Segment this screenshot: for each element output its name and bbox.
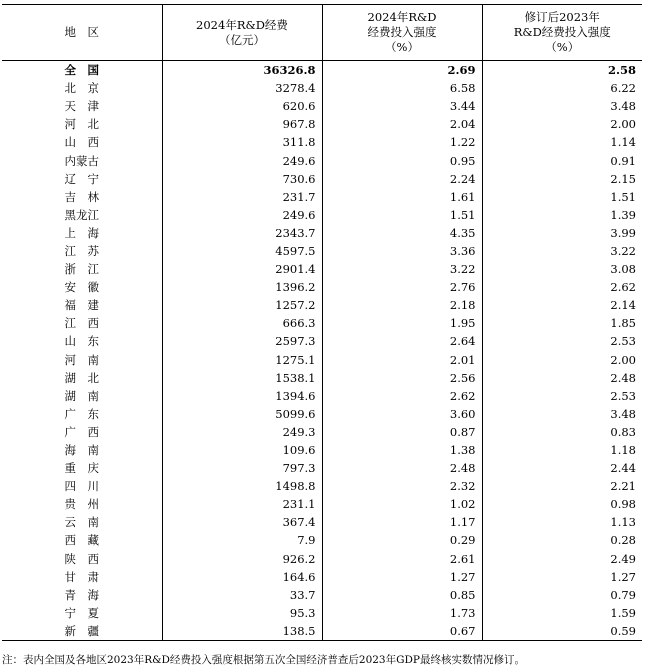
header-region: 地 区 [2,5,162,61]
cell-rd-expenditure: 1498.8 [162,477,322,495]
cell-intensity-2024: 2.76 [322,278,482,296]
cell-intensity-2024: 1.73 [322,604,482,622]
cell-intensity-2023: 1.14 [482,133,642,151]
table-row [2,369,642,387]
cell-intensity-2023: 2.21 [482,477,642,495]
table-row [2,206,642,224]
cell-region: 青 海 [64,587,99,602]
cell-intensity-2023: 0.79 [482,586,642,604]
table-row [2,477,642,495]
cell-region: 江 西 [64,316,99,331]
cell-rd-expenditure: 109.6 [162,441,322,459]
table-row [2,133,642,151]
cell-intensity-2024: 4.35 [322,224,482,242]
cell-region: 湖 南 [64,388,99,403]
header-intensity-2023-line3: （%） [545,40,580,54]
cell-intensity-2023: 2.00 [482,351,642,369]
cell-region: 贵 州 [64,497,99,512]
cell-intensity-2024: 1.27 [322,568,482,586]
table-row [2,495,642,513]
header-rd-expenditure-line1: 2024年R&D经费 [196,17,288,32]
header-intensity-2024 [322,5,482,61]
cell-intensity-2023: 2.15 [482,170,642,188]
table-row [2,260,642,278]
table-row [2,314,642,332]
cell-intensity-2023: 3.48 [482,405,642,423]
cell-intensity-2024: 0.87 [322,423,482,441]
cell-rd-expenditure: 367.4 [162,513,322,531]
table-row [2,441,642,459]
footnote: 注：表内全国及各地区2023年R&D经费投入强度根据第五次全国经济普查后2023年GDP最终核实数情况修订。 [2,654,525,666]
cell-rd-expenditure: 138.5 [162,622,322,641]
cell-intensity-2024: 2.01 [322,351,482,369]
cell-region: 全 国 [64,63,99,78]
cell-intensity-2023: 1.39 [482,206,642,224]
header-intensity-2024-line1: 2024年R&D [367,10,437,24]
cell-intensity-2023: 0.83 [482,423,642,441]
cell-intensity-2024: 2.18 [322,296,482,314]
table-row [2,170,642,188]
cell-intensity-2023: 2.44 [482,459,642,477]
cell-intensity-2023: 2.00 [482,115,642,133]
cell-intensity-2024: 1.38 [322,441,482,459]
table-row [2,423,642,441]
cell-region: 四 川 [64,479,99,494]
table-row [2,151,642,169]
cell-intensity-2023: 3.48 [482,97,642,115]
cell-rd-expenditure: 231.1 [162,495,322,513]
cell-intensity-2023: 0.59 [482,622,642,641]
cell-intensity-2024: 1.95 [322,314,482,332]
cell-region: 西 藏 [64,533,99,548]
table-row [2,622,642,641]
cell-rd-expenditure: 249.3 [162,423,322,441]
cell-intensity-2024: 2.48 [322,459,482,477]
cell-intensity-2023: 2.49 [482,550,642,568]
cell-region: 陕 西 [64,551,99,566]
cell-intensity-2024: 2.62 [322,387,482,405]
cell-region: 广 东 [64,406,99,421]
table-row [2,550,642,568]
table-row [2,387,642,405]
cell-intensity-2024: 1.22 [322,133,482,151]
cell-region: 辽 宁 [64,171,99,186]
cell-intensity-2024: 2.32 [322,477,482,495]
cell-region: 浙 江 [64,262,99,277]
cell-intensity-2023: 2.53 [482,332,642,350]
cell-intensity-2024: 3.44 [322,97,482,115]
cell-intensity-2024: 1.02 [322,495,482,513]
cell-region: 天 津 [64,99,99,114]
cell-region: 海 南 [64,443,99,458]
cell-intensity-2024: 0.29 [322,531,482,549]
cell-rd-expenditure: 5099.6 [162,405,322,423]
cell-intensity-2023: 3.99 [482,224,642,242]
cell-rd-expenditure: 1394.6 [162,387,322,405]
table-row [2,278,642,296]
cell-intensity-2023: 3.22 [482,242,642,260]
cell-rd-expenditure: 95.3 [162,604,322,622]
table-row [2,224,642,242]
cell-rd-expenditure: 967.8 [162,115,322,133]
cell-intensity-2023: 1.59 [482,604,642,622]
cell-rd-expenditure: 620.6 [162,97,322,115]
cell-intensity-2024: 0.95 [322,151,482,169]
rd-expenditure-table [2,4,642,641]
table-body [2,61,642,641]
cell-region: 北 京 [64,81,99,96]
cell-rd-expenditure: 797.3 [162,459,322,477]
table-row [2,459,642,477]
cell-intensity-2024: 2.04 [322,115,482,133]
table-row [2,604,642,622]
cell-intensity-2024: 6.58 [322,79,482,97]
cell-rd-expenditure: 3278.4 [162,79,322,97]
cell-region: 福 建 [64,298,99,313]
cell-rd-expenditure: 1275.1 [162,351,322,369]
cell-intensity-2023: 0.91 [482,151,642,169]
cell-region: 甘 肃 [64,569,99,584]
cell-rd-expenditure: 2901.4 [162,260,322,278]
cell-rd-expenditure: 666.3 [162,314,322,332]
cell-intensity-2024: 0.85 [322,586,482,604]
table-header-row [2,5,642,61]
cell-rd-expenditure: 249.6 [162,151,322,169]
cell-intensity-2024: 2.56 [322,369,482,387]
cell-rd-expenditure: 249.6 [162,206,322,224]
cell-intensity-2024: 2.64 [322,332,482,350]
cell-intensity-2023: 2.53 [482,387,642,405]
cell-intensity-2023: 2.62 [482,278,642,296]
cell-intensity-2024: 3.36 [322,242,482,260]
cell-rd-expenditure: 1538.1 [162,369,322,387]
cell-intensity-2023: 1.51 [482,188,642,206]
cell-intensity-2024: 2.61 [322,550,482,568]
cell-intensity-2023: 1.18 [482,441,642,459]
cell-rd-expenditure: 2597.3 [162,332,322,350]
table-row [2,513,642,531]
cell-intensity-2024: 2.24 [322,170,482,188]
cell-intensity-2024: 3.60 [322,405,482,423]
cell-rd-expenditure: 1257.2 [162,296,322,314]
cell-rd-expenditure: 36326.8 [162,61,322,80]
table-row [2,115,642,133]
cell-intensity-2023: 2.14 [482,296,642,314]
cell-intensity-2023: 6.22 [482,79,642,97]
header-intensity-2023-line2: R&D经费投入强度 [513,25,611,39]
cell-intensity-2024: 0.67 [322,622,482,641]
cell-intensity-2023: 3.08 [482,260,642,278]
header-intensity-2024-line2: 经费投入强度 [367,25,437,39]
table-row-national-total [2,61,642,80]
table-row [2,79,642,97]
table-row [2,188,642,206]
cell-region: 山 西 [64,135,99,150]
cell-region: 吉 林 [64,189,99,204]
cell-intensity-2023: 1.27 [482,568,642,586]
cell-rd-expenditure: 33.7 [162,586,322,604]
table-row [2,242,642,260]
table-row [2,405,642,423]
cell-intensity-2024: 1.51 [322,206,482,224]
table-row [2,531,642,549]
cell-rd-expenditure: 1396.2 [162,278,322,296]
cell-region: 山 东 [64,334,99,349]
table-row [2,97,642,115]
cell-rd-expenditure: 2343.7 [162,224,322,242]
cell-intensity-2024: 3.22 [322,260,482,278]
cell-intensity-2024: 2.69 [322,61,482,80]
cell-region: 黑龙江 [64,207,99,222]
cell-rd-expenditure: 4597.5 [162,242,322,260]
cell-rd-expenditure: 730.6 [162,170,322,188]
cell-intensity-2023: 0.28 [482,531,642,549]
cell-region: 河 北 [64,117,99,132]
header-rd-expenditure-line2: （亿元） [219,32,265,47]
header-rd-expenditure [162,5,322,61]
cell-region: 内蒙古 [64,153,99,168]
table-row [2,332,642,350]
cell-region: 宁 夏 [64,605,99,620]
table-row [2,296,642,314]
cell-region: 云 南 [64,515,99,530]
cell-region: 新 疆 [2,622,162,641]
header-intensity-2023 [482,5,642,61]
cell-intensity-2023: 1.85 [482,314,642,332]
cell-region: 河 南 [64,352,99,367]
cell-intensity-2024: 1.17 [322,513,482,531]
cell-intensity-2023: 2.58 [482,61,642,80]
table-row [2,351,642,369]
cell-rd-expenditure: 164.6 [162,568,322,586]
cell-region: 湖 北 [64,370,99,385]
table-row [2,568,642,586]
cell-region: 重 庆 [64,461,99,476]
cell-intensity-2023: 0.98 [482,495,642,513]
cell-region: 江 苏 [64,243,99,258]
cell-intensity-2023: 1.13 [482,513,642,531]
header-intensity-2024-line3: （%） [385,40,419,54]
cell-rd-expenditure: 231.7 [162,188,322,206]
cell-intensity-2024: 1.61 [322,188,482,206]
cell-rd-expenditure: 311.8 [162,133,322,151]
cell-region: 上 海 [64,225,99,240]
header-intensity-2023-line1: 修订后2023年 [524,10,600,24]
cell-region: 广 西 [64,424,99,439]
cell-region: 安 徽 [64,280,99,295]
cell-intensity-2023: 2.48 [482,369,642,387]
cell-rd-expenditure: 7.9 [162,531,322,549]
table-row [2,586,642,604]
cell-rd-expenditure: 926.2 [162,550,322,568]
